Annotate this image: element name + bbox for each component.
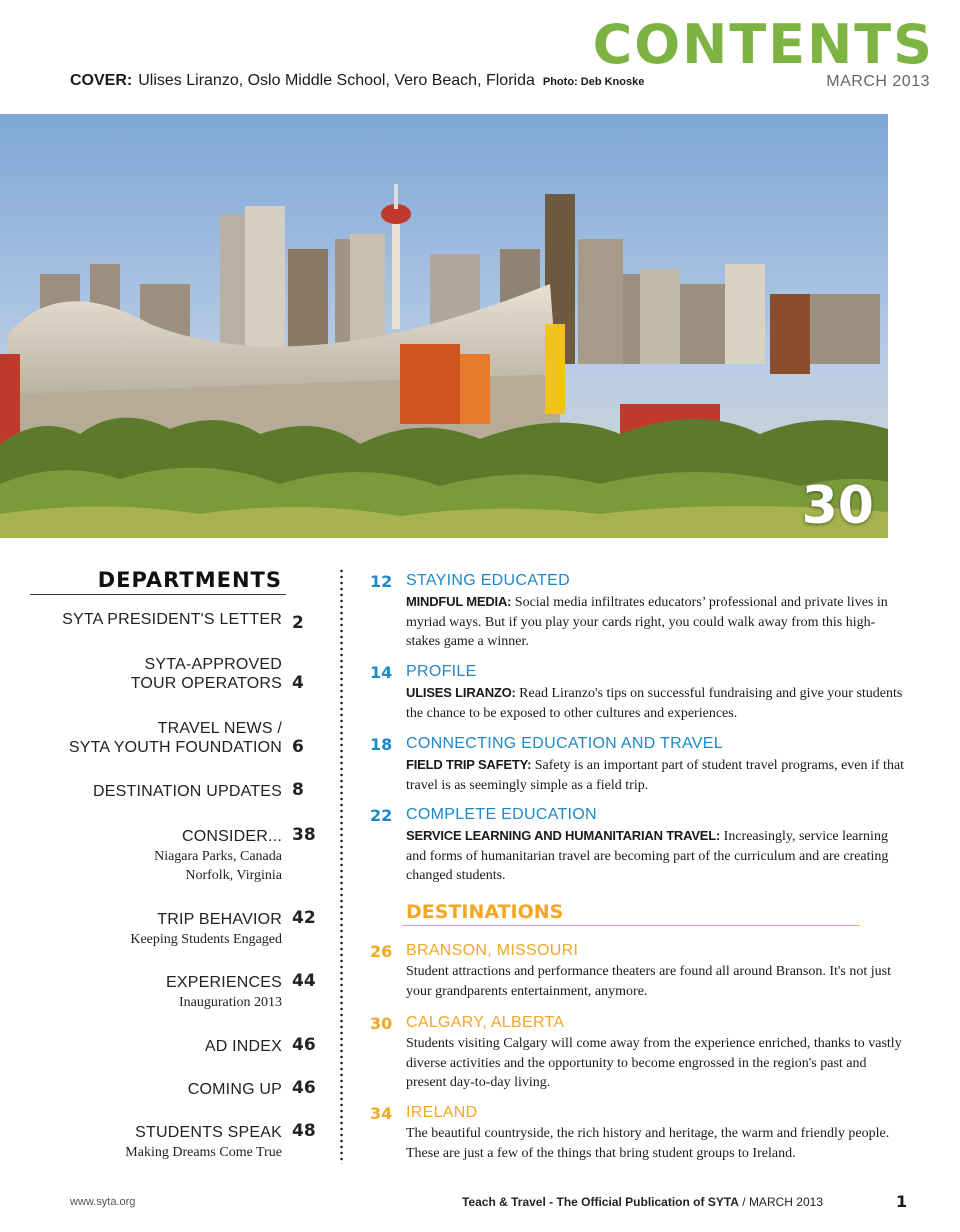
destinations-heading: DESTINATIONS (402, 901, 860, 926)
dept-label: COMING UP (187, 1081, 282, 1098)
feature-text: Increasingly, service learning and forms of humanitarian travel are becoming part of the curriculum and are creating changed students. (406, 829, 889, 883)
dept-page: 4 (292, 673, 304, 693)
dept-page: 42 (292, 908, 316, 928)
destination-title: BRANSON, MISSOURI (406, 942, 579, 959)
feature-title: CONNECTING EDUCATION AND TRAVEL (406, 735, 723, 752)
feature-lead: ULISES LIRANZO: (406, 685, 516, 700)
dept-page: 46 (292, 1078, 316, 1098)
photo-credit: Photo: Deb Knoske (542, 76, 645, 88)
footer-website[interactable]: www.syta.org (70, 1196, 136, 1208)
dept-sub-line1: Inauguration 2013 (178, 995, 282, 1010)
destination-title: CALGARY, ALBERTA (406, 1014, 565, 1031)
feature-page: 14 (370, 663, 393, 682)
cover-label: COVER: (70, 72, 133, 89)
feature-page: 22 (370, 806, 393, 825)
feature-title: PROFILE (406, 663, 477, 680)
dept-label: CONSIDER... (182, 828, 282, 845)
cover-text: Ulises Liranzo, Oslo Middle School, Vero Beach, Florida (138, 72, 535, 89)
feature-lead: MINDFUL MEDIA: (406, 594, 512, 609)
feature-text: Read Liranzo's tips on successful fundraising and give your students the chance to be exposed to other cultures and experiences. (406, 686, 903, 721)
dept-label: STUDENTS SPEAK (135, 1124, 282, 1141)
dept-label-line2: TOUR OPERATORS (130, 675, 282, 692)
dept-label: DESTINATION UPDATES (92, 783, 282, 800)
dept-label: AD INDEX (204, 1038, 282, 1055)
photo-page-number: 30 (801, 476, 874, 536)
dept-page: 48 (292, 1121, 316, 1141)
page-title: CONTENTS (592, 13, 934, 76)
dept-page: 38 (292, 825, 316, 845)
feature-body (406, 755, 906, 795)
cover-caption (70, 72, 644, 90)
dept-page: 6 (292, 737, 304, 757)
feature-lead: FIELD TRIP SAFETY: (406, 757, 532, 772)
footer-publication-name: Teach & Travel - The Official Publication of SYTA (462, 1195, 739, 1209)
feature-body (406, 683, 906, 723)
feature-page: 18 (370, 735, 393, 754)
dept-sub-line2: Norfolk, Virginia (185, 868, 282, 883)
footer-publication (462, 1195, 823, 1209)
feature-title: STAYING EDUCATED (406, 572, 570, 589)
footer-date: / MARCH 2013 (738, 1195, 823, 1209)
dept-page: 2 (292, 613, 304, 633)
dept-label-line1: TRAVEL NEWS / (157, 720, 282, 737)
dept-label: TRIP BEHAVIOR (157, 911, 282, 928)
destination-text: The beautiful countryside, the rich history and heritage, the warm and friendly people. These are just a few of the things that bring student groups to Ireland. (406, 1126, 890, 1161)
feature-text: Safety is an important part of student travel programs, even if that travel is as seemingly simple as a field trip. (406, 758, 905, 793)
footer-page-number: 1 (896, 1192, 908, 1211)
dept-label: EXPERIENCES (165, 974, 282, 991)
destination-page: 34 (370, 1104, 393, 1123)
dept-label: SYTA PRESIDENT'S LETTER (62, 611, 282, 628)
dept-label-line1: SYTA-APPROVED (144, 656, 282, 673)
feature-lead: SERVICE LEARNING AND HUMANITARIAN TRAVEL: (406, 828, 721, 843)
destination-page: 30 (370, 1014, 393, 1033)
destination-text: Students visiting Calgary will come away from the experience enriched, thanks to vastly diverse activities and the opportunity to become engrossed in the region's past and present day-to-day living. (406, 1036, 902, 1090)
destination-title: IRELAND (406, 1104, 478, 1121)
departments-heading: DEPARTMENTS (30, 568, 286, 595)
column-divider (340, 568, 343, 1164)
feature-body (406, 826, 906, 886)
dept-sub-line1: Niagara Parks, Canada (154, 849, 282, 864)
dept-page: 8 (292, 780, 304, 800)
destination-page: 26 (370, 942, 393, 961)
destination-text: Student attractions and performance theaters are found all around Branson. It's not just your grandparents entertainment, anymore. (406, 964, 891, 999)
dept-page: 44 (292, 971, 316, 991)
dept-page: 46 (292, 1035, 316, 1055)
feature-body (406, 592, 906, 652)
feature-text: Social media infiltrates educators’ professional and private lives in myriad ways. But if you play your cards right, you could walk away from this high-stakes game a winner. (406, 595, 888, 649)
dept-sub-line1: Keeping Students Engaged (130, 932, 282, 947)
feature-page: 12 (370, 572, 393, 591)
dept-sub-line1: Making Dreams Come True (125, 1145, 282, 1160)
issue-date: MARCH 2013 (826, 73, 930, 90)
feature-title: COMPLETE EDUCATION (406, 806, 597, 823)
hero-photo (0, 114, 888, 538)
dept-label-line2: SYTA YOUTH FOUNDATION (68, 739, 282, 756)
